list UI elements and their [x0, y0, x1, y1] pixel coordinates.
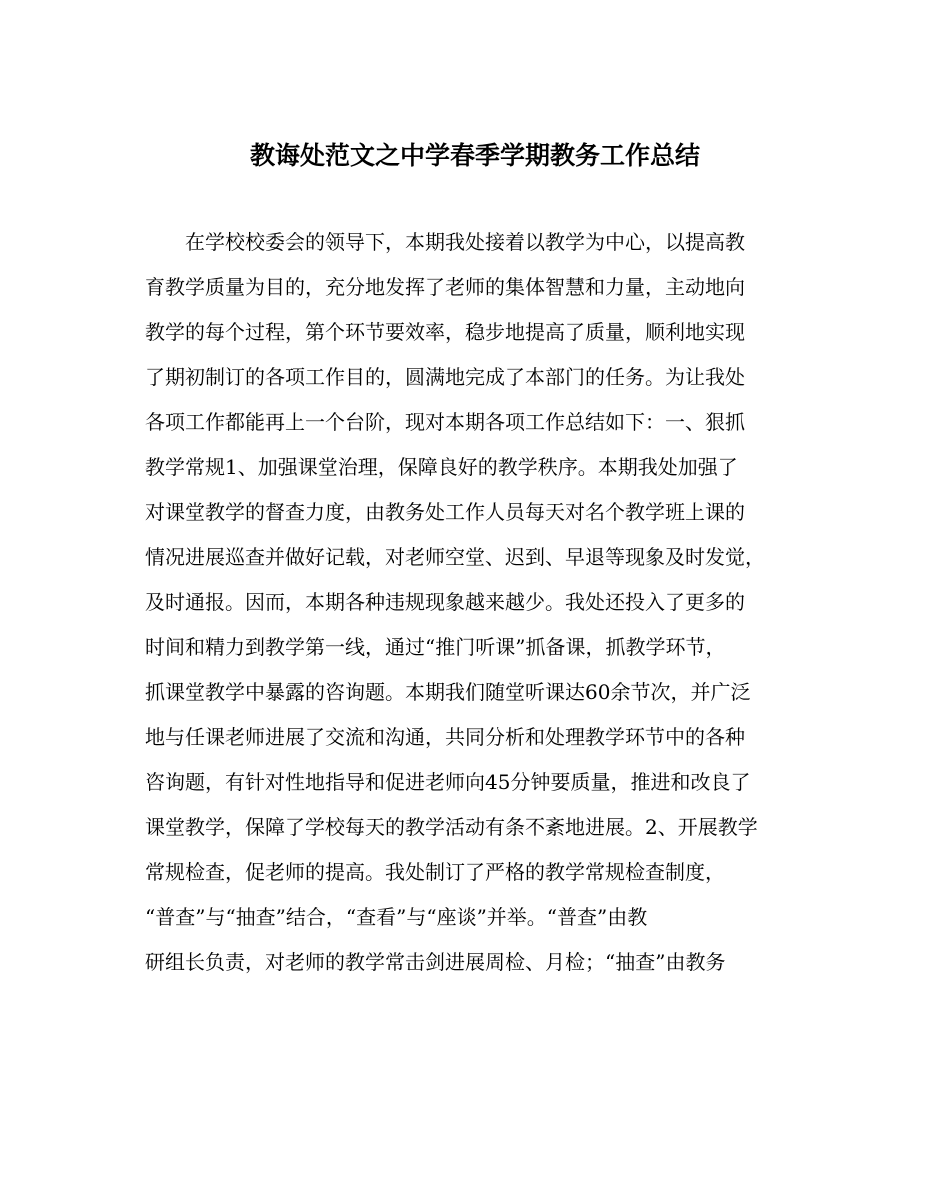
body-line: 在学校校委会的领导下，本期我处接着以教学为中心，以提高教: [145, 230, 745, 254]
body-line: 教学常规1、加强课堂治理，保障良好的教学秩序。本期我处加强了: [145, 455, 738, 479]
body-line: “普查”与“抽查”结合，“查看”与“座谈”并举。“普查”由教: [145, 905, 648, 929]
document-body: [145, 220, 815, 985]
body-line: 课堂教学，保障了学校每天的教学活动有条不紊地进展。2、开展教学: [145, 815, 758, 839]
body-line: 地与任课老师进展了交流和沟通，共同分析和处理教学环节中的各种: [145, 725, 745, 749]
body-line: 抓课堂教学中暴露的咨询题。本期我们随堂听课达60余节次，并广泛: [145, 680, 751, 704]
body-line: 对课堂教学的督查力度，由教务处工作人员每天对名个教学班上课的: [145, 500, 745, 524]
body-line: 及时通报。因而，本期各种违规现象越来越少。我处还投入了更多的: [145, 590, 745, 614]
body-line: 咨询题，有针对性地指导和促进老师向45分钟要质量，推进和改良了: [145, 770, 751, 794]
body-line: 育教学质量为目的，充分地发挥了老师的集体智慧和力量，主动地向: [145, 275, 745, 299]
body-line: 研组长负责，对老师的教学常击剑进展周检、月检；“抽查”由教务: [145, 950, 726, 974]
document-title: 教诲处范文之中学春季学期教务工作总结: [249, 141, 700, 170]
body-line: 了期初制订的各项工作目的，圆满地完成了本部门的任务。为让我处: [145, 365, 745, 389]
body-line: 时间和精力到教学第一线，通过“推门听课”抓备课，抓教学环节，: [145, 635, 726, 659]
body-line: 情况进展巡查并做好记载，对老师空堂、迟到、早退等现象及时发觉，: [145, 545, 765, 569]
body-line: 各项工作都能再上一个台阶，现对本期各项工作总结如下：一、狠抓: [145, 410, 745, 434]
body-line: 教学的每个过程，第个环节要效率，稳步地提高了质量，顺利地实现: [145, 320, 745, 344]
body-line: 常规检查，促老师的提高。我处制订了严格的教学常规检查制度，: [145, 860, 725, 884]
